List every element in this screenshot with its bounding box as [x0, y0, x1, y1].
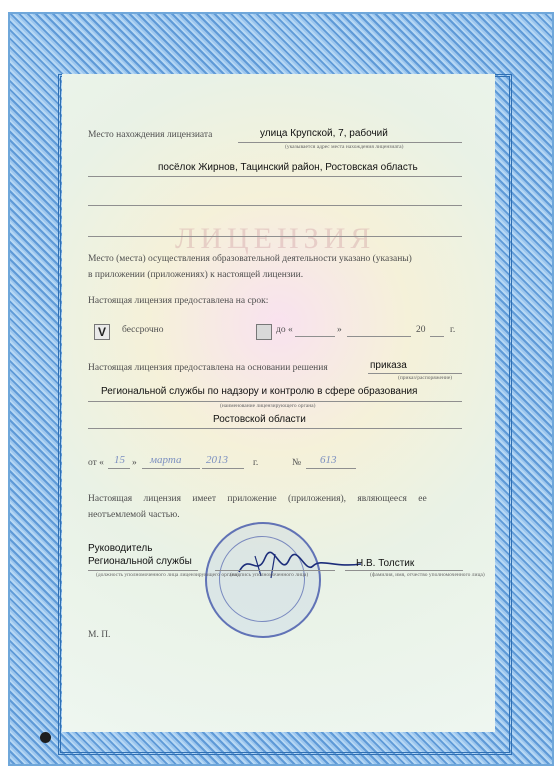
authority-underline-2	[88, 428, 462, 429]
signature-underline	[215, 570, 335, 571]
date-mid: »	[132, 458, 137, 468]
authority-underline-1	[88, 401, 462, 402]
watermark: ЛИЦЕНЗИЯ	[175, 222, 376, 255]
location-underline-4	[88, 236, 462, 237]
term-month-line	[347, 336, 411, 337]
date-year: 2013	[206, 454, 228, 466]
term-label: Настоящая лицензия предоставлена на срок:	[88, 296, 269, 306]
appendix-line2: неотъемлемой частью.	[88, 510, 180, 520]
date-month-line	[142, 468, 200, 469]
authority-line2: Ростовской области	[213, 414, 306, 425]
date-day-line	[108, 468, 130, 469]
number-value: 613	[320, 454, 337, 466]
location-hint: (указывается адрес места нахождения лицензиата)	[285, 144, 404, 150]
term-year-prefix: 20	[416, 325, 426, 335]
location-value-line1: улица Крупской, 7, рабочий	[260, 128, 388, 139]
head-title-hint: (должность уполномоченного лица лицензирующего органа)	[96, 572, 239, 578]
basis-underline	[368, 373, 462, 374]
term-year-suffix: г.	[450, 325, 456, 335]
location-value-line2: посёлок Жирнов, Тацинский район, Ростовская область	[158, 162, 418, 173]
location-underline-1	[238, 142, 462, 143]
appendix-line1: Настоящая лицензия имеет приложение (приложения), являющееся ее	[88, 494, 427, 504]
date-month: марта	[150, 454, 182, 466]
term-until-mid: »	[337, 325, 342, 335]
location-underline-3	[88, 205, 462, 206]
basis-hint: (приказ/распоряжение)	[398, 375, 453, 381]
number-line	[306, 468, 356, 469]
mp-label: М. П.	[88, 630, 111, 640]
term-until-prefix: до «	[276, 325, 293, 335]
checkbox-checked-icon: V	[94, 324, 110, 340]
activity-text-line1: Место (места) осуществления образовательной деятельности указано (указаны)	[88, 254, 412, 264]
head-name-hint: (фамилия, имя, отчество уполномоченного лица)	[370, 572, 485, 578]
checkbox-empty-icon	[256, 324, 272, 340]
basis-value: приказа	[370, 360, 407, 371]
head-title-line2: Региональной службы	[88, 556, 192, 567]
term-indefinite-label: бессрочно	[122, 325, 164, 335]
term-day-line	[295, 336, 335, 337]
head-name: Н.В. Толстик	[356, 558, 415, 569]
head-name-underline	[345, 570, 463, 571]
activity-text-line2: в приложении (приложениях) к настоящей лицензии.	[88, 270, 304, 280]
location-underline-2	[88, 176, 462, 177]
bullet-dot	[40, 732, 51, 743]
date-year-line	[202, 468, 244, 469]
head-title-underline	[88, 570, 198, 571]
authority-line1: Региональной службы по надзору и контролю в сфере образования	[101, 386, 418, 397]
date-prefix: от «	[88, 458, 104, 468]
number-prefix: №	[292, 458, 302, 468]
date-day: 15	[114, 454, 125, 466]
head-title-line1: Руководитель	[88, 543, 153, 554]
authority-hint: (наименование лицензирующего органа)	[220, 403, 316, 409]
date-suffix: г.	[253, 458, 259, 468]
term-year-line	[430, 336, 444, 337]
location-label: Место нахождения лицензиата	[88, 130, 213, 140]
signature-hint: (подпись уполномоченного лица)	[230, 572, 309, 578]
basis-label: Настоящая лицензия предоставлена на основании решения	[88, 363, 328, 373]
